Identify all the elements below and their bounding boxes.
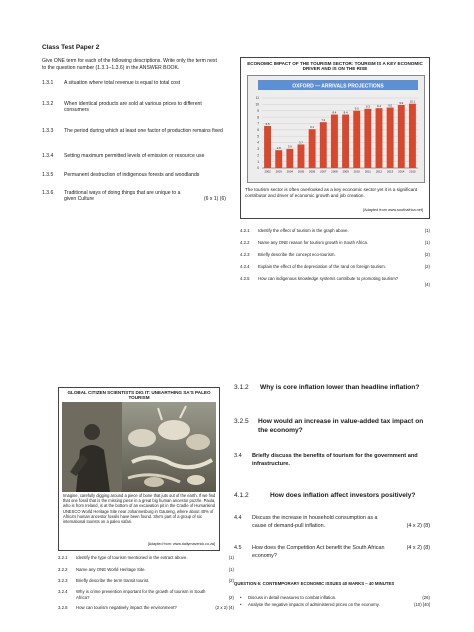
question-text: Briefly discuss the benefits of tourism for the government and infrastructure.: [252, 453, 418, 467]
question-number: 1.3.5: [42, 172, 54, 178]
question-marks: (6 x 1) (6): [203, 196, 226, 203]
bar-value-label: 8.4: [343, 110, 348, 115]
bar-value-label: 3.0: [287, 144, 292, 149]
question-4-2-2: [240, 240, 430, 246]
question-text: Setting maximum permitted levels of emission or resource use: [64, 153, 205, 159]
bar-value-label: 10.1: [409, 99, 416, 104]
question-number: 1.3.4: [42, 153, 54, 159]
chart-bar: [376, 108, 383, 168]
question-text: How does inflation affect investors positively?: [270, 492, 416, 499]
question-text: Why is core inflation lower than headline inflation?: [260, 384, 420, 391]
question-text: How does the Competition Act benefit the South African economy?: [252, 545, 385, 559]
chart-caption: The tourism sector is often overlooked as a key economic sector yet it is a significant contributor and driver of economic growth and job creation.: [245, 187, 418, 198]
question-3-2-2: [58, 567, 234, 573]
x-tick-label: 2005: [297, 169, 305, 174]
chart-bar: [309, 129, 316, 168]
chart-bar: [398, 105, 405, 168]
bar-value-label: 9.0: [354, 106, 359, 111]
chart-bar: [275, 150, 282, 168]
bar-value-label: 6.6: [265, 121, 270, 126]
bar-value-label: 3.7: [299, 140, 303, 145]
question-text: Permanent destruction of indigenous forests and woodlands: [64, 172, 200, 178]
section-instructions: Give ONE term for each of the following descriptions. Write only the term next to the question number (1.3.1–1.3.6) in the ANSWER BOOK.: [42, 58, 217, 71]
question-text: How can indigenous knowledge systems contribute to promoting tourism?: [258, 276, 399, 281]
question-marks: (4 x 2) (8): [406, 523, 430, 529]
question-marks: (1): [424, 228, 430, 233]
question-marks: (1): [228, 555, 234, 560]
chart-bar: [320, 122, 327, 168]
question-4-2-3: [240, 252, 430, 258]
question-4-2-4: [240, 264, 430, 270]
question-number: 3.2.1: [58, 555, 68, 560]
bar-value-label: 9.5: [388, 103, 393, 108]
question-text: Identify the effect of tourism in the graph above.: [258, 228, 349, 233]
y-tick-label: 1: [257, 159, 259, 164]
question-3-2-3: [58, 578, 234, 584]
chart-bar: [264, 126, 271, 168]
question-number: 4.2.1: [240, 228, 250, 233]
question-marks: (2): [424, 264, 430, 269]
x-tick-label: 2008: [331, 169, 338, 174]
question-text: Why is crime prevention important for the growth of tourism in South Africa?: [76, 589, 206, 600]
question-marks: (10) [40]: [413, 602, 430, 607]
question-number: 4.2.5: [240, 276, 250, 281]
y-tick-label: 9: [257, 108, 259, 113]
x-tick-label: 2006: [309, 169, 316, 174]
question-text: When identical products are sold at various prices to different consumers: [64, 101, 202, 114]
question-text: Discuss in detail measures to combat inflation.: [248, 595, 337, 600]
chart-bar: [353, 111, 360, 168]
question-6-bullet: [240, 595, 430, 600]
chart-panel-heading: ECONOMIC IMPACT OF THE TOURISM SECTOR: TOURISM IS A KEY ECONOMIC DRIVER AND IS ON THE RISE: [247, 61, 423, 72]
question-1-3-2: [42, 101, 226, 114]
question-text: The period during which at least one factor of production remains fixed: [64, 128, 223, 134]
y-tick-label: 11: [255, 96, 259, 101]
x-tick-label: 2015: [409, 169, 416, 174]
question-1-3-4: [42, 153, 226, 159]
y-tick-label: 5: [257, 134, 259, 139]
bar-value-label: 2.8: [276, 145, 281, 150]
question-4-4: [234, 514, 430, 530]
chart-bar: [387, 108, 394, 168]
question-number: 4.2.4: [240, 264, 250, 269]
question-1-3-3: [42, 128, 226, 134]
question-text: Name any ONE reason for tourism growth in South Africa.: [258, 240, 369, 245]
bar-value-label: 8.4: [332, 110, 337, 115]
question-6-bullet: [240, 602, 430, 607]
photo-source: [Adapted from: www.dailymaverick.co.za]: [147, 542, 215, 546]
photo-panel-body: Imagine, carefully digging around a piece of bone that juts out of the earth. If we find that one fossil that is the missing piece in a great big human ancestor puzzle. Paula, who is from Ireland, is at the bottom of an excavation pit in the Cradle of Humankind UNESCO World Heritage Site near Johannesburg in Gauteng, where about 40% of Africa's human ancestor fossils have been found. She's part of a group of six international tourists on a paleo safari.: [63, 493, 216, 525]
question-number: 3.2.5: [58, 605, 68, 610]
question-number: 3.2.5: [234, 418, 249, 425]
x-tick-label: 2010: [353, 169, 360, 174]
question-number: 3.1.2: [234, 384, 249, 391]
question-number: 3.2.2: [58, 567, 68, 572]
question-3-1-2: [234, 384, 430, 392]
x-tick-label: 2004: [286, 169, 293, 174]
question-text: A situation where total revenue is equal to total cost: [64, 80, 181, 86]
question-3-2-1: [58, 555, 234, 561]
question-number: 4.2.3: [240, 252, 250, 257]
chart-title: OXFORD — ARRIVALS PROJECTIONS: [292, 83, 384, 90]
question-text: Analyse the negative impacts of administered prices on the economy.: [248, 602, 380, 607]
question-text: Briefly describe the concept eco-tourism.: [258, 252, 336, 257]
question-3-2-5-vat: [234, 418, 430, 435]
y-tick-label: 10: [255, 102, 259, 107]
question-marks: (1): [228, 567, 234, 572]
question-text: Briefly describe the term transit tourist.: [76, 578, 150, 583]
bar-value-label: 9.3: [365, 104, 370, 109]
question-text: Identify the type of tourism mentioned in the extract above.: [76, 555, 188, 560]
question-text: Name any ONE World Heritage Site.: [76, 567, 146, 572]
chart-bar: [342, 115, 349, 168]
paleo-tourism-panel: [58, 387, 220, 551]
question-marks: (4 x 2) (8): [406, 545, 430, 551]
question-number: 1.3.6: [42, 190, 54, 196]
bar-value-label: 7.2: [321, 117, 326, 122]
x-tick-label: 2011: [364, 169, 371, 174]
chart-bar: [409, 104, 416, 168]
question-text: How would an increase in value-added tax impact on the economy?: [258, 418, 424, 434]
chart-bar: [331, 115, 338, 168]
question-4-2-5: [240, 276, 430, 287]
question-number: 4.1.2: [234, 492, 249, 499]
y-tick-label: 0: [257, 166, 259, 171]
question-3-2-4: [58, 589, 234, 600]
tourism-chart-panel: [240, 57, 430, 219]
question-marks: (26): [422, 595, 430, 600]
question-number: 4.4: [234, 515, 242, 521]
x-tick-label: 2002: [264, 169, 271, 174]
question-number: 4.2.2: [240, 240, 250, 245]
y-tick-label: 7: [257, 121, 259, 126]
question-number: 4.5: [234, 545, 242, 551]
question-number: 3.4: [234, 453, 242, 459]
chart-bar: [298, 144, 305, 168]
bullet-icon: •: [240, 602, 242, 607]
chart-svg: [248, 76, 426, 184]
question-number: 3.2.4: [58, 589, 68, 594]
question-4-1-2: [234, 492, 430, 500]
chart-bar: [364, 109, 371, 168]
question-text: Explain the effect of the depreciation of the rand on foreign tourism.: [258, 264, 386, 269]
x-tick-label: 2013: [387, 169, 394, 174]
fossil-excavation-photo: [62, 402, 216, 492]
question-text: How can tourism negatively impact the environment?: [76, 605, 177, 610]
photo-panel-heading: GLOBAL CITIZEN SCIENTISTS DIG IT: UNEARTHING SA'S PALEO TOURISM: [67, 390, 211, 401]
question-4-5: [234, 544, 430, 560]
question-marks: (2): [424, 252, 430, 257]
y-tick-label: 2: [257, 153, 259, 158]
question-number: 1.3.2: [42, 101, 54, 107]
x-tick-label: 2012: [375, 169, 383, 174]
chart-source: [Adapted from www.southafrica.net]: [363, 208, 423, 212]
question-6-heading: QUESTION 6: CONTEMPORARY ECONOMIC ISSUES 40 MARKS – 40 MINUTES: [234, 581, 395, 586]
question-number: 1.3.3: [42, 128, 54, 134]
chart-bar: [286, 149, 293, 168]
bar-value-label: 9.9: [399, 100, 404, 105]
x-tick-label: 2003: [275, 169, 282, 174]
x-tick-label: 2007: [320, 169, 327, 174]
y-tick-label: 6: [257, 128, 259, 133]
y-tick-label: 8: [257, 115, 259, 120]
bar-value-label: 9.4: [377, 103, 381, 108]
document-title: Class Test Paper 2: [42, 44, 100, 51]
question-marks: (2 x 2) (4): [215, 605, 234, 610]
question-text: Traditional ways of doing things that are unique to a given Culture: [64, 190, 181, 203]
question-marks: (2): [228, 578, 234, 583]
question-marks: (2): [228, 594, 234, 600]
y-tick-label: 3: [257, 147, 259, 152]
bar-value-label: 6.1: [310, 124, 315, 129]
bullet-icon: •: [240, 595, 242, 600]
question-1-3-1: [42, 80, 226, 86]
y-tick-label: 4: [257, 140, 259, 145]
question-1-3-5: [42, 172, 226, 178]
question-marks: (4): [424, 281, 430, 287]
question-number: 3.2.3: [58, 578, 68, 583]
x-tick-label: 2009: [342, 169, 349, 174]
question-3-4: [234, 452, 430, 468]
question-4-2-1: [240, 228, 430, 234]
question-text: Discuss the increase in household consumption as a cause of demand-pull inflation.: [252, 515, 378, 529]
x-tick-label: 2014: [398, 169, 405, 174]
question-1-3-6: [42, 190, 226, 203]
question-3-2-5: [58, 605, 234, 611]
question-marks: (1): [424, 240, 430, 245]
question-number: 1.3.1: [42, 80, 54, 86]
arrivals-chart: [247, 75, 425, 183]
